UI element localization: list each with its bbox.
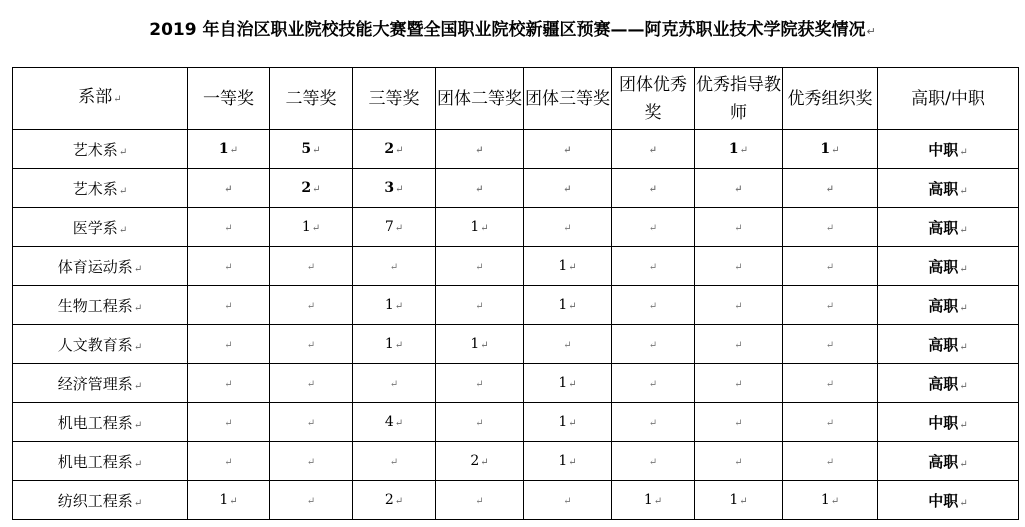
cell-value: 医学系 [72,218,118,237]
award-count-cell [524,403,612,442]
cell-value: 体育运动系 [57,257,133,276]
paragraph-mark-icon: ↵ [133,380,143,392]
award-count-cell [783,130,878,169]
paragraph-mark-icon: ↵ [224,262,233,273]
award-count-cell [524,286,612,325]
paragraph-mark-icon: ↵ [825,262,835,273]
level-cell [878,403,1019,442]
award-count-cell [783,442,878,481]
paragraph-mark-icon: ↵ [475,145,484,156]
paragraph-mark-icon: ↵ [568,418,577,429]
document-title [0,18,1025,44]
paragraph-mark-icon: ↵ [229,496,238,507]
paragraph-mark-icon: ↵ [959,263,968,275]
award-count-cell [783,286,878,325]
award-count-cell [695,403,783,442]
paragraph-mark-icon: ↵ [306,457,316,468]
award-count-cell [188,442,270,481]
paragraph-mark-icon: ↵ [825,184,835,195]
paragraph-mark-icon: ↵ [118,185,128,197]
table-body [13,130,1019,520]
cell-value: 经济管理系 [57,374,133,393]
level-cell [878,325,1019,364]
paragraph-mark-icon: ↵ [648,340,658,351]
award-count-cell [353,286,436,325]
cell-value: 机电工程系 [57,413,133,432]
paragraph-mark-icon: ↵ [229,145,239,156]
cell-value: 1 [470,336,480,352]
award-count-cell [188,481,270,520]
paragraph-mark-icon: ↵ [475,262,484,273]
cell-value: 纺织工程系 [57,491,133,510]
department-cell [13,169,188,208]
award-count-cell [612,247,695,286]
paragraph-mark-icon: ↵ [866,25,876,38]
cell-value: 1 [301,219,311,235]
award-count-cell [695,169,783,208]
award-count-cell [188,364,270,403]
paragraph-mark-icon: ↵ [734,379,743,390]
award-count-cell [612,208,695,247]
department-cell [13,286,188,325]
paragraph-mark-icon: ↵ [959,341,968,353]
cell-value: 1 [558,258,568,274]
paragraph-mark-icon: ↵ [648,145,658,156]
paragraph-mark-icon: ↵ [568,379,577,390]
cell-value: 1 [218,141,229,157]
cell-value: 生物工程系 [57,296,133,315]
paragraph-mark-icon: ↵ [739,145,749,156]
department-cell [13,325,188,364]
award-count-cell [353,364,436,403]
department-cell [13,247,188,286]
cell-value: 5 [301,141,312,157]
paragraph-mark-icon: ↵ [113,94,122,105]
cell-value: 1 [558,453,568,469]
column-header [878,68,1019,130]
paragraph-mark-icon: ↵ [224,457,233,468]
award-count-cell [612,130,695,169]
award-count-cell [524,325,612,364]
cell-value: 艺术系 [72,140,118,159]
award-count-cell [612,442,695,481]
cell-value: 1 [384,297,394,313]
paragraph-mark-icon: ↵ [224,223,233,234]
award-count-cell [188,247,270,286]
level-cell [878,442,1019,481]
table-header-row [13,68,1019,130]
paragraph-mark-icon: ↵ [475,418,484,429]
paragraph-mark-icon: ↵ [959,380,968,392]
level-cell [878,481,1019,520]
award-count-cell [436,286,524,325]
award-count-cell [270,481,353,520]
paragraph-mark-icon: ↵ [118,146,128,158]
paragraph-mark-icon: ↵ [648,457,658,468]
cell-value: 艺术系 [72,179,118,198]
paragraph-mark-icon: ↵ [475,184,484,195]
cell-value: 高职 [928,296,959,315]
award-count-cell [353,208,436,247]
cell-value: 中职 [928,413,959,432]
award-count-cell [436,169,524,208]
paragraph-mark-icon: ↵ [825,379,835,390]
paragraph-mark-icon: ↵ [224,418,233,429]
award-count-cell [695,325,783,364]
award-count-cell [436,325,524,364]
award-count-cell [270,130,353,169]
award-count-cell [436,481,524,520]
award-count-cell [188,130,270,169]
paragraph-mark-icon: ↵ [224,340,233,351]
paragraph-mark-icon: ↵ [734,340,743,351]
cell-value: 3 [384,180,395,196]
award-count-cell [524,442,612,481]
column-header [13,68,188,130]
column-header [436,68,524,130]
department-cell [13,130,188,169]
cell-value: 高职 [928,257,959,276]
award-count-cell [270,286,353,325]
award-count-cell [783,481,878,520]
table-row [13,169,1019,208]
column-header-label: 一等奖 [203,88,254,109]
award-count-cell [695,481,783,520]
column-header [270,68,353,130]
paragraph-mark-icon: ↵ [959,224,968,236]
awards-table [12,67,1019,520]
award-count-cell [188,403,270,442]
award-count-cell [436,442,524,481]
paragraph-mark-icon: ↵ [394,340,404,351]
paragraph-mark-icon: ↵ [475,301,484,312]
award-count-cell [612,325,695,364]
paragraph-mark-icon: ↵ [563,184,572,195]
column-header [188,68,270,130]
cell-value: 1 [820,141,831,157]
paragraph-mark-icon: ↵ [825,340,835,351]
column-header-label: 优秀组织奖 [787,88,873,109]
cell-value: 高职 [928,374,959,393]
paragraph-mark-icon: ↵ [825,301,835,312]
paragraph-mark-icon: ↵ [306,301,316,312]
cell-value: 中职 [928,491,959,510]
paragraph-mark-icon: ↵ [389,262,399,273]
paragraph-mark-icon: ↵ [394,496,404,507]
level-cell [878,169,1019,208]
level-cell [878,208,1019,247]
table-row [13,208,1019,247]
paragraph-mark-icon: ↵ [959,497,968,509]
paragraph-mark-icon: ↵ [825,457,835,468]
paragraph-mark-icon: ↵ [389,457,399,468]
table-row [13,286,1019,325]
award-count-cell [270,208,353,247]
award-count-cell [188,208,270,247]
award-count-cell [783,325,878,364]
award-count-cell [436,130,524,169]
award-count-cell [695,130,783,169]
award-count-cell [524,481,612,520]
paragraph-mark-icon: ↵ [306,496,316,507]
paragraph-mark-icon: ↵ [563,496,572,507]
award-count-cell [524,364,612,403]
paragraph-mark-icon: ↵ [568,301,577,312]
cell-value: 7 [384,219,394,235]
cell-value: 2 [301,180,312,196]
award-count-cell [270,364,353,403]
award-count-cell [353,403,436,442]
level-cell [878,364,1019,403]
cell-value: 1 [219,492,229,508]
paragraph-mark-icon: ↵ [563,340,572,351]
award-count-cell [188,286,270,325]
column-header-label: 团体优秀奖 [619,74,687,123]
cell-value: 1 [643,492,653,508]
department-cell [13,364,188,403]
paragraph-mark-icon: ↵ [734,223,743,234]
department-cell [13,481,188,520]
award-count-cell [270,442,353,481]
award-count-cell [270,325,353,364]
award-count-cell [783,208,878,247]
paragraph-mark-icon: ↵ [648,262,658,273]
award-count-cell [270,169,353,208]
award-count-cell [353,481,436,520]
paragraph-mark-icon: ↵ [734,301,743,312]
paragraph-mark-icon: ↵ [306,262,316,273]
cell-value: 2 [384,141,395,157]
column-header [783,68,878,130]
paragraph-mark-icon: ↵ [563,145,572,156]
award-count-cell [524,247,612,286]
cell-value: 1 [558,297,568,313]
award-count-cell [436,403,524,442]
column-header-label: 高职/中职 [911,88,985,109]
table-row [13,325,1019,364]
award-count-cell [695,247,783,286]
paragraph-mark-icon: ↵ [959,146,968,158]
cell-value: 机电工程系 [57,452,133,471]
level-cell [878,130,1019,169]
award-count-cell [524,130,612,169]
award-count-cell [270,403,353,442]
level-cell [878,286,1019,325]
column-header-label: 系部 [78,87,113,107]
cell-value: 1 [558,375,568,391]
paragraph-mark-icon: ↵ [734,184,743,195]
award-count-cell [612,286,695,325]
cell-value: 1 [729,492,739,508]
table-row [13,481,1019,520]
paragraph-mark-icon: ↵ [825,418,835,429]
paragraph-mark-icon: ↵ [118,224,128,236]
paragraph-mark-icon: ↵ [389,379,399,390]
paragraph-mark-icon: ↵ [224,184,233,195]
award-count-cell [695,208,783,247]
award-count-cell [695,364,783,403]
paragraph-mark-icon: ↵ [734,457,743,468]
table-row [13,130,1019,169]
column-header-label: 团体二等奖 [437,88,522,109]
paragraph-mark-icon: ↵ [306,418,316,429]
level-cell [878,247,1019,286]
paragraph-mark-icon: ↵ [475,496,484,507]
column-header [612,68,695,130]
cell-value: 1 [558,414,568,430]
award-count-cell [612,364,695,403]
paragraph-mark-icon: ↵ [568,262,577,273]
document-title-text: 2019 年自治区职业院校技能大赛暨全国职业院校新疆区预赛——阿克苏职业技术学院获奖情况 [149,20,866,40]
paragraph-mark-icon: ↵ [133,263,143,275]
cell-value: 1 [820,492,830,508]
paragraph-mark-icon: ↵ [133,458,143,470]
award-count-cell [188,325,270,364]
cell-value: 高职 [928,335,959,354]
award-count-cell [783,169,878,208]
paragraph-mark-icon: ↵ [739,496,748,507]
paragraph-mark-icon: ↵ [831,145,840,156]
award-count-cell [353,130,436,169]
paragraph-mark-icon: ↵ [394,418,404,429]
cell-value: 中职 [928,140,959,159]
paragraph-mark-icon: ↵ [825,223,835,234]
paragraph-mark-icon: ↵ [224,379,233,390]
award-count-cell [783,364,878,403]
award-count-cell [436,364,524,403]
paragraph-mark-icon: ↵ [133,419,143,431]
paragraph-mark-icon: ↵ [959,458,968,470]
cell-value: 1 [384,336,394,352]
column-header-label: 优秀指导教师 [696,74,781,123]
award-count-cell [612,403,695,442]
department-cell [13,403,188,442]
award-count-cell [783,403,878,442]
paragraph-mark-icon: ↵ [306,340,316,351]
paragraph-mark-icon: ↵ [648,301,658,312]
paragraph-mark-icon: ↵ [394,223,404,234]
paragraph-mark-icon: ↵ [648,223,658,234]
paragraph-mark-icon: ↵ [563,223,572,234]
paragraph-mark-icon: ↵ [133,302,143,314]
award-count-cell [353,169,436,208]
award-count-cell [270,247,353,286]
paragraph-mark-icon: ↵ [653,496,663,507]
paragraph-mark-icon: ↵ [480,340,489,351]
paragraph-mark-icon: ↵ [648,184,658,195]
paragraph-mark-icon: ↵ [395,184,404,195]
cell-value: 1 [728,141,739,157]
paragraph-mark-icon: ↵ [830,496,840,507]
cell-value: 2 [470,453,480,469]
paragraph-mark-icon: ↵ [133,341,143,353]
paragraph-mark-icon: ↵ [480,457,489,468]
column-header-label: 三等奖 [368,88,420,109]
table-row [13,403,1019,442]
paragraph-mark-icon: ↵ [311,223,321,234]
paragraph-mark-icon: ↵ [394,301,404,312]
paragraph-mark-icon: ↵ [395,145,404,156]
award-count-cell [612,481,695,520]
department-cell [13,442,188,481]
award-count-cell [353,442,436,481]
table-row [13,364,1019,403]
table-row [13,247,1019,286]
cell-value: 2 [384,492,394,508]
award-count-cell [524,208,612,247]
paragraph-mark-icon: ↵ [133,497,143,509]
paragraph-mark-icon: ↵ [312,145,321,156]
column-header [353,68,436,130]
paragraph-mark-icon: ↵ [959,185,968,197]
cell-value: 4 [384,414,394,430]
cell-value: 1 [470,219,480,235]
award-count-cell [353,325,436,364]
column-header [524,68,612,130]
paragraph-mark-icon: ↵ [568,457,577,468]
award-count-cell [783,247,878,286]
award-count-cell [436,247,524,286]
paragraph-mark-icon: ↵ [959,302,968,314]
column-header-label: 二等奖 [285,88,337,109]
paragraph-mark-icon: ↵ [312,184,321,195]
paragraph-mark-icon: ↵ [475,379,484,390]
paragraph-mark-icon: ↵ [480,223,489,234]
column-header-label: 团体三等奖 [525,88,610,109]
cell-value: 人文教育系 [57,335,133,354]
award-count-cell [436,208,524,247]
table-row [13,442,1019,481]
award-count-cell [524,169,612,208]
award-count-cell [695,442,783,481]
award-count-cell [612,169,695,208]
column-header [695,68,783,130]
paragraph-mark-icon: ↵ [734,262,743,273]
cell-value: 高职 [928,452,959,471]
cell-value: 高职 [928,179,959,198]
award-count-cell [188,169,270,208]
paragraph-mark-icon: ↵ [224,301,233,312]
paragraph-mark-icon: ↵ [959,419,968,431]
paragraph-mark-icon: ↵ [306,379,316,390]
department-cell [13,208,188,247]
paragraph-mark-icon: ↵ [734,418,743,429]
paragraph-mark-icon: ↵ [648,379,658,390]
paragraph-mark-icon: ↵ [648,418,658,429]
award-count-cell [353,247,436,286]
cell-value: 高职 [928,218,959,237]
award-count-cell [695,286,783,325]
